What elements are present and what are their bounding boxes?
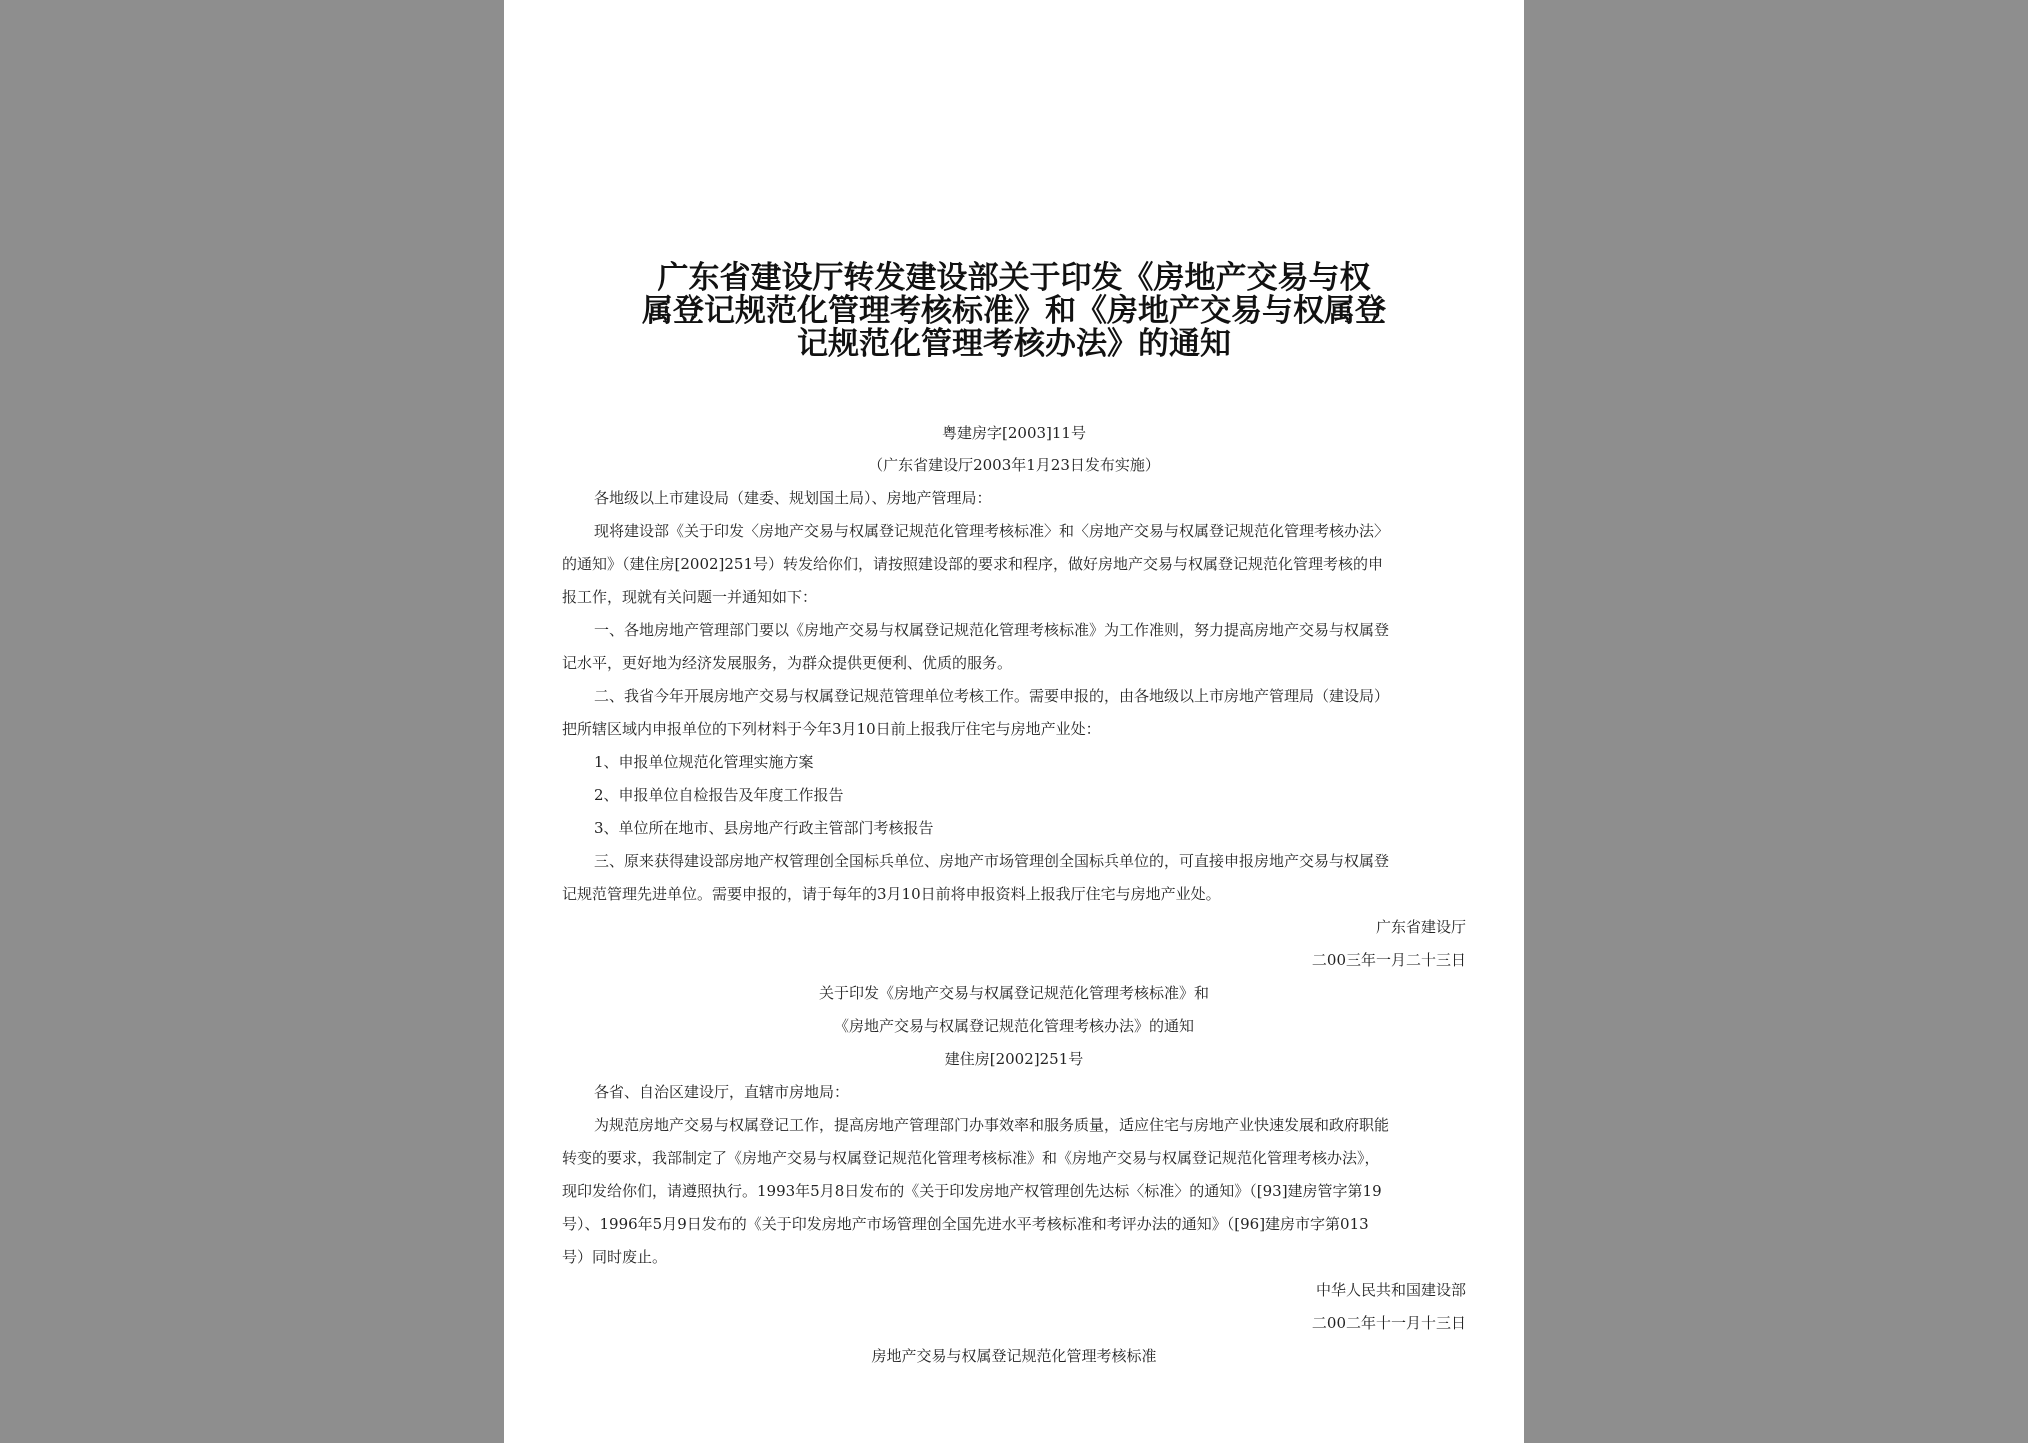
document-page [504, 0, 1524, 1443]
issued-note: （广东省建设厅2003年1月23日发布实施） [868, 456, 1160, 474]
signature-2: 中华人民共和国建设部 [1315, 1281, 1466, 1299]
body-2-line-1: 为规范房地产交易与权属登记工作，提高房地产管理部门办事效率和服务质量，适应住宅与房地产业快速发展和政府职能 [594, 1116, 1390, 1134]
paragraph-2-line-2: 记水平，更好地为经济发展服务，为群众提供更便利、优质的服务。 [562, 654, 1013, 672]
sub-title-line-2: 《房地产交易与权属登记规范化管理考核办法》的通知 [833, 1017, 1194, 1035]
title-line-2: 属登记规范化管理考核标准》和《房地产交易与权属登 [642, 293, 1386, 329]
sub-title-line-1: 关于印发《房地产交易与权属登记规范化管理考核标准》和 [818, 984, 1209, 1002]
addressee: 各地级以上市建设局（建委、规划国土局）、房地产管理局： [594, 489, 992, 507]
sub-document-number: 建住房[2002]251号 [944, 1050, 1084, 1068]
document-title [564, 262, 1464, 361]
paragraph-3-line-2: 把所辖区域内申报单位的下列材料于今年3月10日前上报我厅住宅与房地产业处： [562, 720, 1101, 738]
body-2-line-4: 号）、1996年5月9日发布的《关于印发房地产市场管理创全国先进水平考核标准和考评办法的通知》（[96]建房市字第013 [562, 1215, 1369, 1233]
list-item-2: 2、申报单位自检报告及年度工作报告 [594, 786, 844, 804]
date-2: 二00二年十一月十三日 [1311, 1314, 1466, 1332]
footer-title: 房地产交易与权属登记规范化管理考核标准 [871, 1347, 1157, 1365]
date-1: 二00三年一月二十三日 [1311, 951, 1466, 969]
paragraph-1-line-1: 现将建设部《关于印发〈房地产交易与权属登记规范化管理考核标准〉和〈房地产交易与权属登记规范化管理考核办法〉 [594, 522, 1390, 540]
paragraph-1-line-3: 报工作，现就有关问题一并通知如下： [562, 588, 818, 606]
paragraph-4-line-1: 三、原来获得建设部房地产权管理创全国标兵单位、房地产市场管理创全国标兵单位的，可直接申报房地产交易与权属登 [594, 852, 1390, 870]
paragraph-4-line-2: 记规范管理先进单位。需要申报的，请于每年的3月10日前将申报资料上报我厅住宅与房地产业处。 [562, 885, 1221, 903]
paragraph-3-line-1: 二、我省今年开展房地产交易与权属登记规范管理单位考核工作。需要申报的，由各地级以上市房地产管理局（建设局） [594, 687, 1390, 705]
title-line-1: 广东省建设厅转发建设部关于印发《房地产交易与权 [657, 260, 1371, 296]
paragraph-1-line-2: 的通知》（建住房[2002]251号）转发给你们，请按照建设部的要求和程序，做好房地产交易与权属登记规范化管理考核的申 [562, 555, 1384, 573]
body-2-line-5: 号）同时废止。 [562, 1248, 668, 1266]
document-number: 粤建房字[2003]11号 [942, 424, 1086, 442]
list-item-3: 3、单位所在地市、县房地产行政主管部门考核报告 [594, 819, 934, 837]
paragraph-2-line-1: 一、各地房地产管理部门要以《房地产交易与权属登记规范化管理考核标准》为工作准则，努力提高房地产交易与权属登 [594, 621, 1390, 639]
title-line-3: 记规范化管理考核办法》的通知 [797, 326, 1231, 362]
signature-1: 广东省建设厅 [1375, 918, 1466, 936]
body-2-line-3: 现印发给你们，请遵照执行。1993年5月8日发布的《关于印发房地产权管理创先达标〈标准〉的通知》（[93]建房管字第19 [562, 1182, 1382, 1200]
list-item-1: 1、申报单位规范化管理实施方案 [594, 753, 814, 771]
addressee-2: 各省、自治区建设厅，直辖市房地局： [594, 1083, 850, 1101]
body-2-line-2: 转变的要求，我部制定了《房地产交易与权属登记规范化管理考核标准》和《房地产交易与权属登记规范化管理考核办法》， [562, 1149, 1380, 1167]
